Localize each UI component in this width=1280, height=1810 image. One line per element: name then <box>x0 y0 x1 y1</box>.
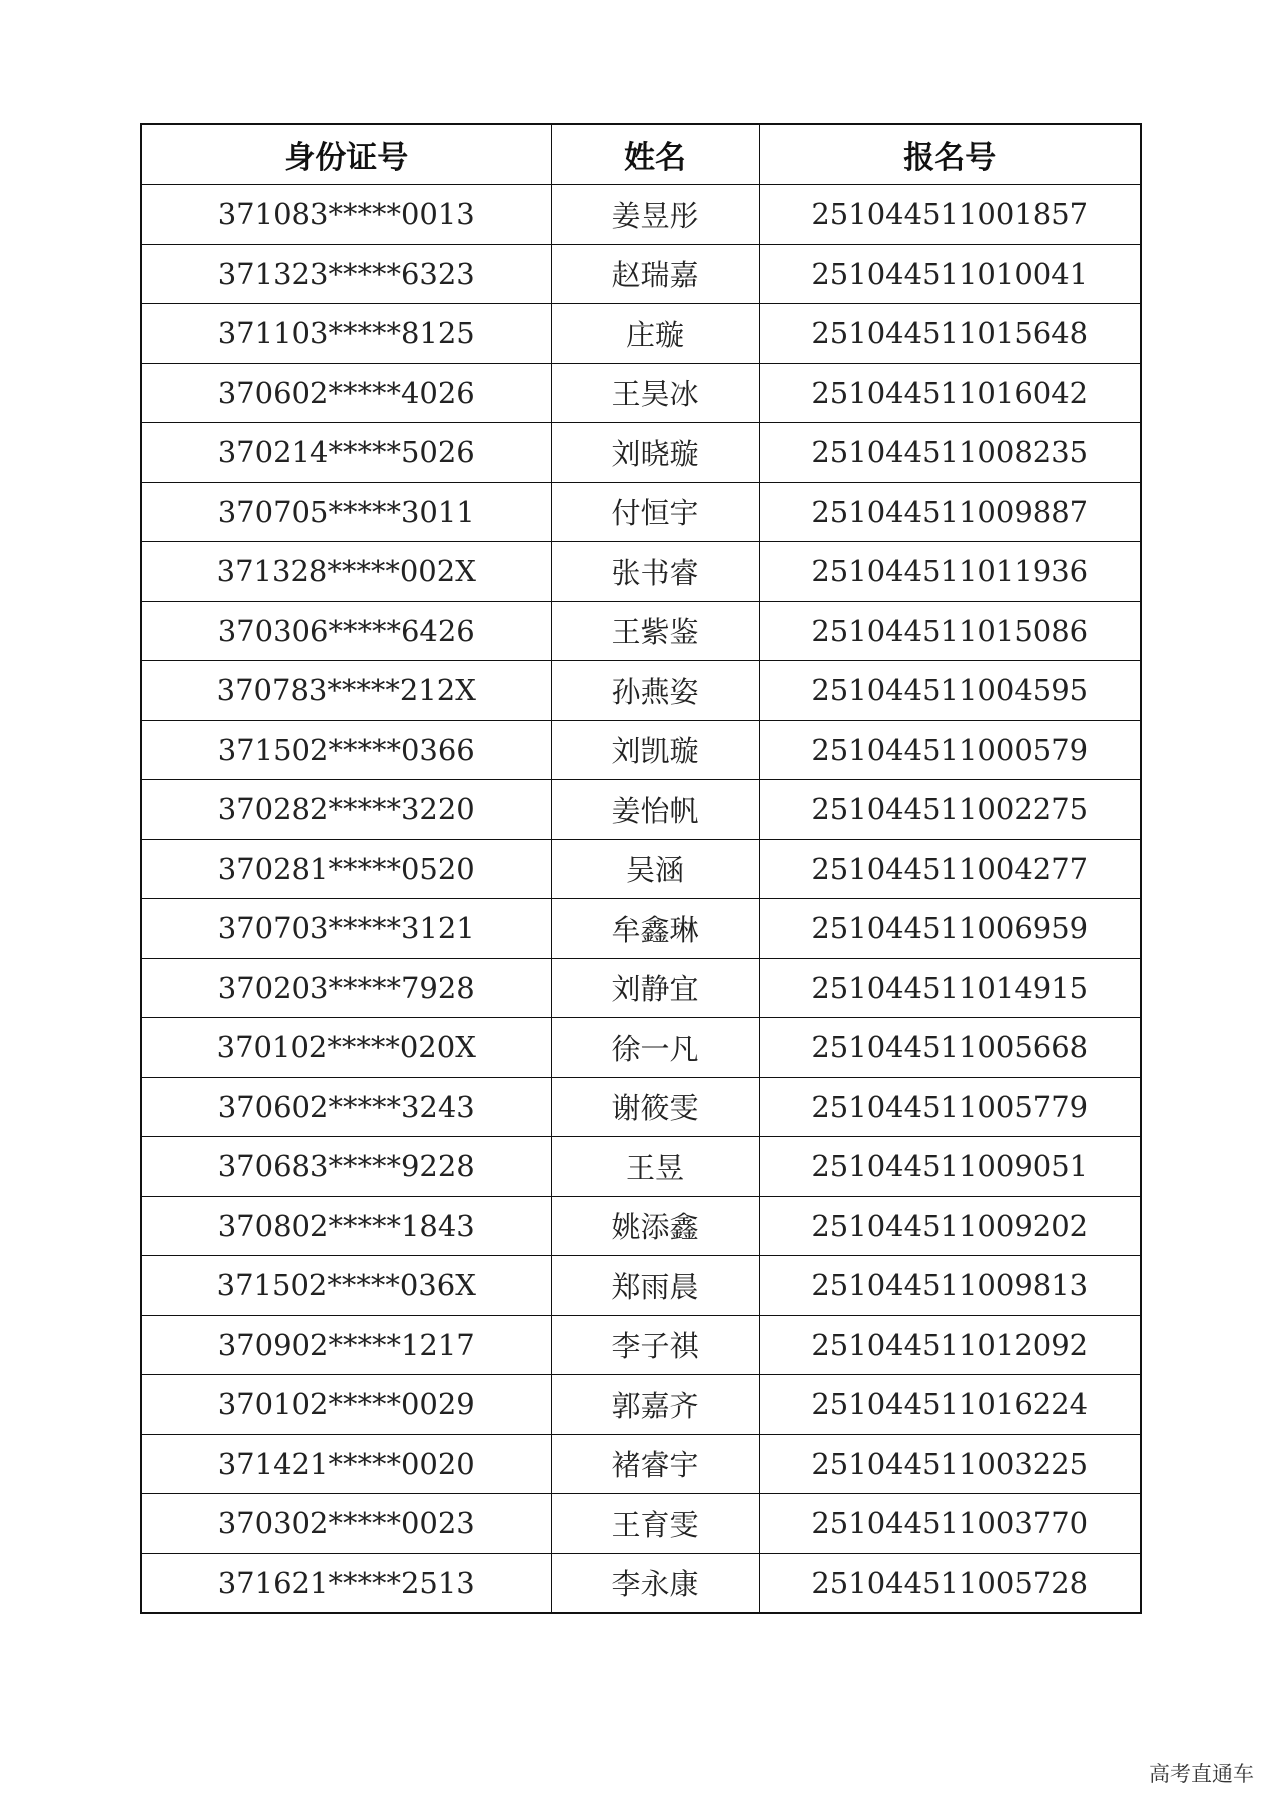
table-row <box>141 839 1141 899</box>
table-row <box>141 185 1141 245</box>
cell-id-number: 371328*****002X <box>141 542 551 602</box>
cell-id-number: 370102*****0029 <box>141 1375 551 1435</box>
cell-name: 郭嘉齐 <box>551 1375 759 1435</box>
cell-registration-number: 251044511015648 <box>759 304 1141 364</box>
cell-name: 徐一凡 <box>551 1018 759 1078</box>
cell-name: 郑雨晨 <box>551 1256 759 1316</box>
table-row <box>141 899 1141 959</box>
cell-name: 张书睿 <box>551 542 759 602</box>
cell-registration-number: 251044511005668 <box>759 1018 1141 1078</box>
cell-registration-number: 251044511011936 <box>759 542 1141 602</box>
table-row <box>141 1494 1141 1554</box>
cell-registration-number: 251044511004277 <box>759 839 1141 899</box>
cell-id-number: 370203*****7928 <box>141 958 551 1018</box>
table-row <box>141 1256 1141 1316</box>
cell-registration-number: 251044511005779 <box>759 1077 1141 1137</box>
cell-name: 王昱 <box>551 1137 759 1197</box>
cell-name: 孙燕姿 <box>551 661 759 721</box>
table-row <box>141 542 1141 602</box>
cell-id-number: 370783*****212X <box>141 661 551 721</box>
cell-name: 刘凯璇 <box>551 720 759 780</box>
table-row <box>141 304 1141 364</box>
cell-id-number: 371421*****0020 <box>141 1434 551 1494</box>
cell-name: 王育雯 <box>551 1494 759 1554</box>
cell-name: 谢筱雯 <box>551 1077 759 1137</box>
cell-id-number: 371323*****6323 <box>141 244 551 304</box>
table-row <box>141 423 1141 483</box>
table-row <box>141 1137 1141 1197</box>
table-row <box>141 1315 1141 1375</box>
table-row <box>141 1077 1141 1137</box>
cell-id-number: 370306*****6426 <box>141 601 551 661</box>
cell-name: 吴涵 <box>551 839 759 899</box>
cell-registration-number: 251044511004595 <box>759 661 1141 721</box>
cell-id-number: 371621*****2513 <box>141 1553 551 1613</box>
table-row <box>141 1375 1141 1435</box>
header-id-number: 身份证号 <box>141 124 551 185</box>
cell-id-number: 370705*****3011 <box>141 482 551 542</box>
cell-registration-number: 251044511000579 <box>759 720 1141 780</box>
cell-name: 王紫鉴 <box>551 601 759 661</box>
table-row <box>141 780 1141 840</box>
cell-registration-number: 251044511009051 <box>759 1137 1141 1197</box>
table-row <box>141 1018 1141 1078</box>
table-row <box>141 482 1141 542</box>
cell-registration-number: 251044511009202 <box>759 1196 1141 1256</box>
table-row <box>141 720 1141 780</box>
cell-id-number: 370282*****3220 <box>141 780 551 840</box>
cell-name: 姜昱彤 <box>551 185 759 245</box>
header-registration-number: 报名号 <box>759 124 1141 185</box>
cell-name: 牟鑫琳 <box>551 899 759 959</box>
cell-registration-number: 251044511002275 <box>759 780 1141 840</box>
cell-registration-number: 251044511014915 <box>759 958 1141 1018</box>
cell-registration-number: 251044511003225 <box>759 1434 1141 1494</box>
cell-id-number: 370802*****1843 <box>141 1196 551 1256</box>
cell-name: 姜怡帆 <box>551 780 759 840</box>
cell-id-number: 370703*****3121 <box>141 899 551 959</box>
cell-name: 李永康 <box>551 1553 759 1613</box>
cell-id-number: 370602*****4026 <box>141 363 551 423</box>
cell-registration-number: 251044511010041 <box>759 244 1141 304</box>
cell-registration-number: 251044511016224 <box>759 1375 1141 1435</box>
table-row <box>141 363 1141 423</box>
table-row <box>141 958 1141 1018</box>
cell-id-number: 370683*****9228 <box>141 1137 551 1197</box>
table-row <box>141 601 1141 661</box>
cell-id-number: 370214*****5026 <box>141 423 551 483</box>
table-header-row <box>141 124 1141 185</box>
cell-name: 李子祺 <box>551 1315 759 1375</box>
cell-id-number: 370102*****020X <box>141 1018 551 1078</box>
cell-name: 褚睿宇 <box>551 1434 759 1494</box>
table-body <box>141 185 1141 1614</box>
cell-id-number: 370281*****0520 <box>141 839 551 899</box>
cell-name: 刘晓璇 <box>551 423 759 483</box>
cell-registration-number: 251044511005728 <box>759 1553 1141 1613</box>
cell-id-number: 371502*****036X <box>141 1256 551 1316</box>
cell-registration-number: 251044511015086 <box>759 601 1141 661</box>
cell-registration-number: 251044511009813 <box>759 1256 1141 1316</box>
cell-name: 赵瑞嘉 <box>551 244 759 304</box>
cell-registration-number: 251044511003770 <box>759 1494 1141 1554</box>
cell-name: 庄璇 <box>551 304 759 364</box>
cell-name: 王昊冰 <box>551 363 759 423</box>
cell-id-number: 370302*****0023 <box>141 1494 551 1554</box>
cell-name: 付恒宇 <box>551 482 759 542</box>
header-name: 姓名 <box>551 124 759 185</box>
cell-registration-number: 251044511001857 <box>759 185 1141 245</box>
table-row <box>141 1553 1141 1613</box>
cell-id-number: 370602*****3243 <box>141 1077 551 1137</box>
cell-registration-number: 251044511012092 <box>759 1315 1141 1375</box>
cell-name: 姚添鑫 <box>551 1196 759 1256</box>
table-row <box>141 661 1141 721</box>
cell-registration-number: 251044511006959 <box>759 899 1141 959</box>
cell-registration-number: 251044511009887 <box>759 482 1141 542</box>
table-row <box>141 244 1141 304</box>
cell-registration-number: 251044511008235 <box>759 423 1141 483</box>
cell-id-number: 371103*****8125 <box>141 304 551 364</box>
cell-registration-number: 251044511016042 <box>759 363 1141 423</box>
cell-id-number: 371502*****0366 <box>141 720 551 780</box>
table-row <box>141 1434 1141 1494</box>
table-row <box>141 1196 1141 1256</box>
applicant-table <box>140 123 1142 1614</box>
cell-id-number: 370902*****1217 <box>141 1315 551 1375</box>
cell-id-number: 371083*****0013 <box>141 185 551 245</box>
watermark: 高考直通车 <box>1145 1756 1258 1790</box>
cell-name: 刘静宜 <box>551 958 759 1018</box>
